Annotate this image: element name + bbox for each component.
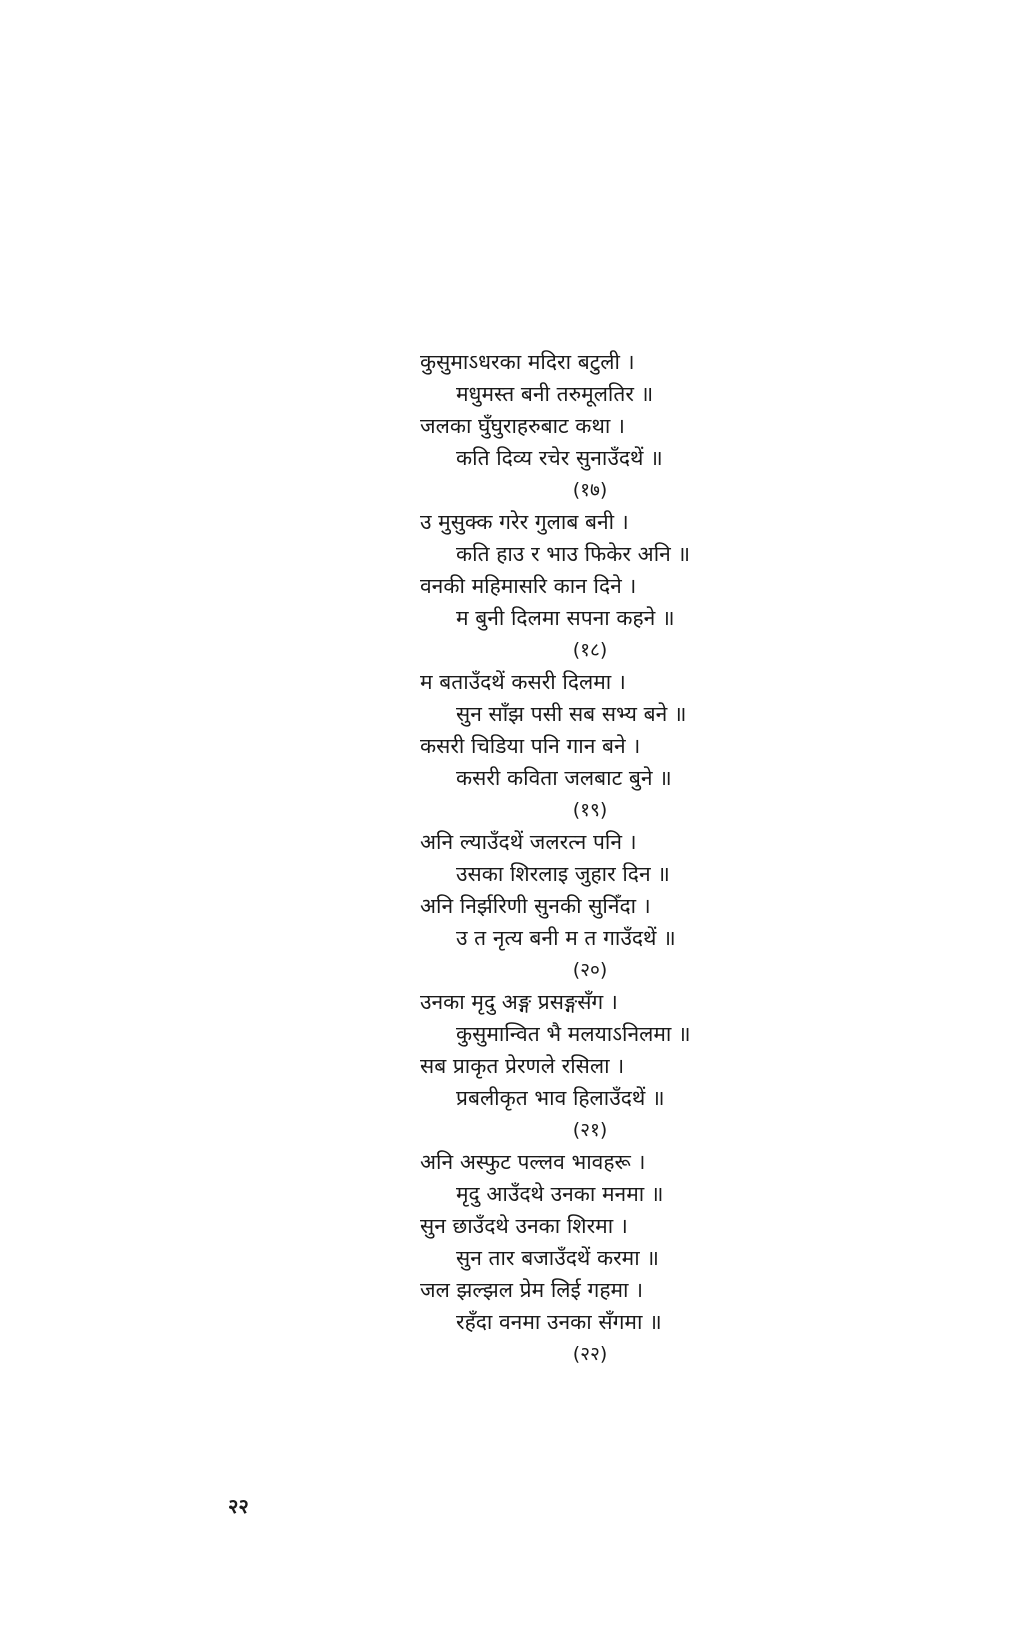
stanza-number: (२०) (572, 959, 608, 981)
stanza-number: (२१) (572, 1119, 608, 1141)
verse-line: उसका शिरलाइ जुहार दिन ॥ (456, 862, 670, 886)
verse-line: अनि अस्फुट पल्लव भावहरू । (420, 1150, 646, 1174)
verse-line: कुसुमान्वित भै मलयाऽनिलमा ॥ (456, 1022, 691, 1046)
verse-line: रहँदा वनमा उनका सँगमा ॥ (456, 1310, 662, 1334)
verse-line: प्रबलीकृत भाव हिलाउँदथें ॥ (456, 1086, 665, 1110)
verse-line: म बुनी दिलमा सपना कहने ॥ (456, 606, 675, 630)
verse-line: कुसुमाऽधरका मदिरा बटुली । (420, 350, 635, 374)
verse-line: वनकी महिमासरि कान दिने । (420, 574, 637, 598)
poem-body (420, 346, 800, 1370)
verse-line: सब प्राकृत प्रेरणले रसिला । (420, 1054, 625, 1078)
stanza-number: (१९) (572, 799, 608, 821)
verse-line: अनि ल्याउँदथें जलरत्न पनि । (420, 830, 637, 854)
verse-line: अनि निर्झरिणी सुनकी सुनिँदा । (420, 894, 651, 918)
verse-line: मृदु आउँदथे उनका मनमा ॥ (456, 1182, 664, 1206)
page-number: २२ (228, 1494, 249, 1518)
verse-line: सुन तार बजाउँदथें करमा ॥ (456, 1246, 659, 1270)
verse-line: कसरी कविता जलबाट बुने ॥ (456, 766, 672, 790)
verse-line: सुन छाउँदथे उनका शिरमा । (420, 1214, 628, 1238)
verse-line: कसरी चिडिया पनि गान बने । (420, 734, 641, 758)
verse-line: उ मुसुक्क गरेर गुलाब बनी । (420, 510, 629, 534)
verse-line: जल झल्झल प्रेम लिई गहमा । (420, 1278, 644, 1302)
stanza-number: (२२) (572, 1343, 608, 1365)
stanza-number: (१८) (572, 639, 608, 661)
verse-line: कति दिव्य रचेर सुनाउँदथें ॥ (456, 446, 663, 470)
verse-line: म बताउँदथें कसरी दिलमा । (420, 670, 626, 694)
verse-line: मधुमस्त बनी तरुमूलतिर ॥ (456, 382, 654, 406)
verse-line: उ त नृत्य बनी म त गाउँदथें ॥ (456, 926, 676, 950)
verse-line: सुन साँझ पसी सब सभ्य बने ॥ (456, 702, 687, 726)
verse-line: जलका घुँघुराहरुबाट कथा । (420, 414, 625, 438)
stanza-number: (१७) (572, 479, 608, 501)
verse-line: कति हाउ र भाउ फिकेर अनि ॥ (456, 542, 691, 566)
verse-line: उनका मृदु अङ्ग प्रसङ्गसँग । (420, 990, 618, 1014)
